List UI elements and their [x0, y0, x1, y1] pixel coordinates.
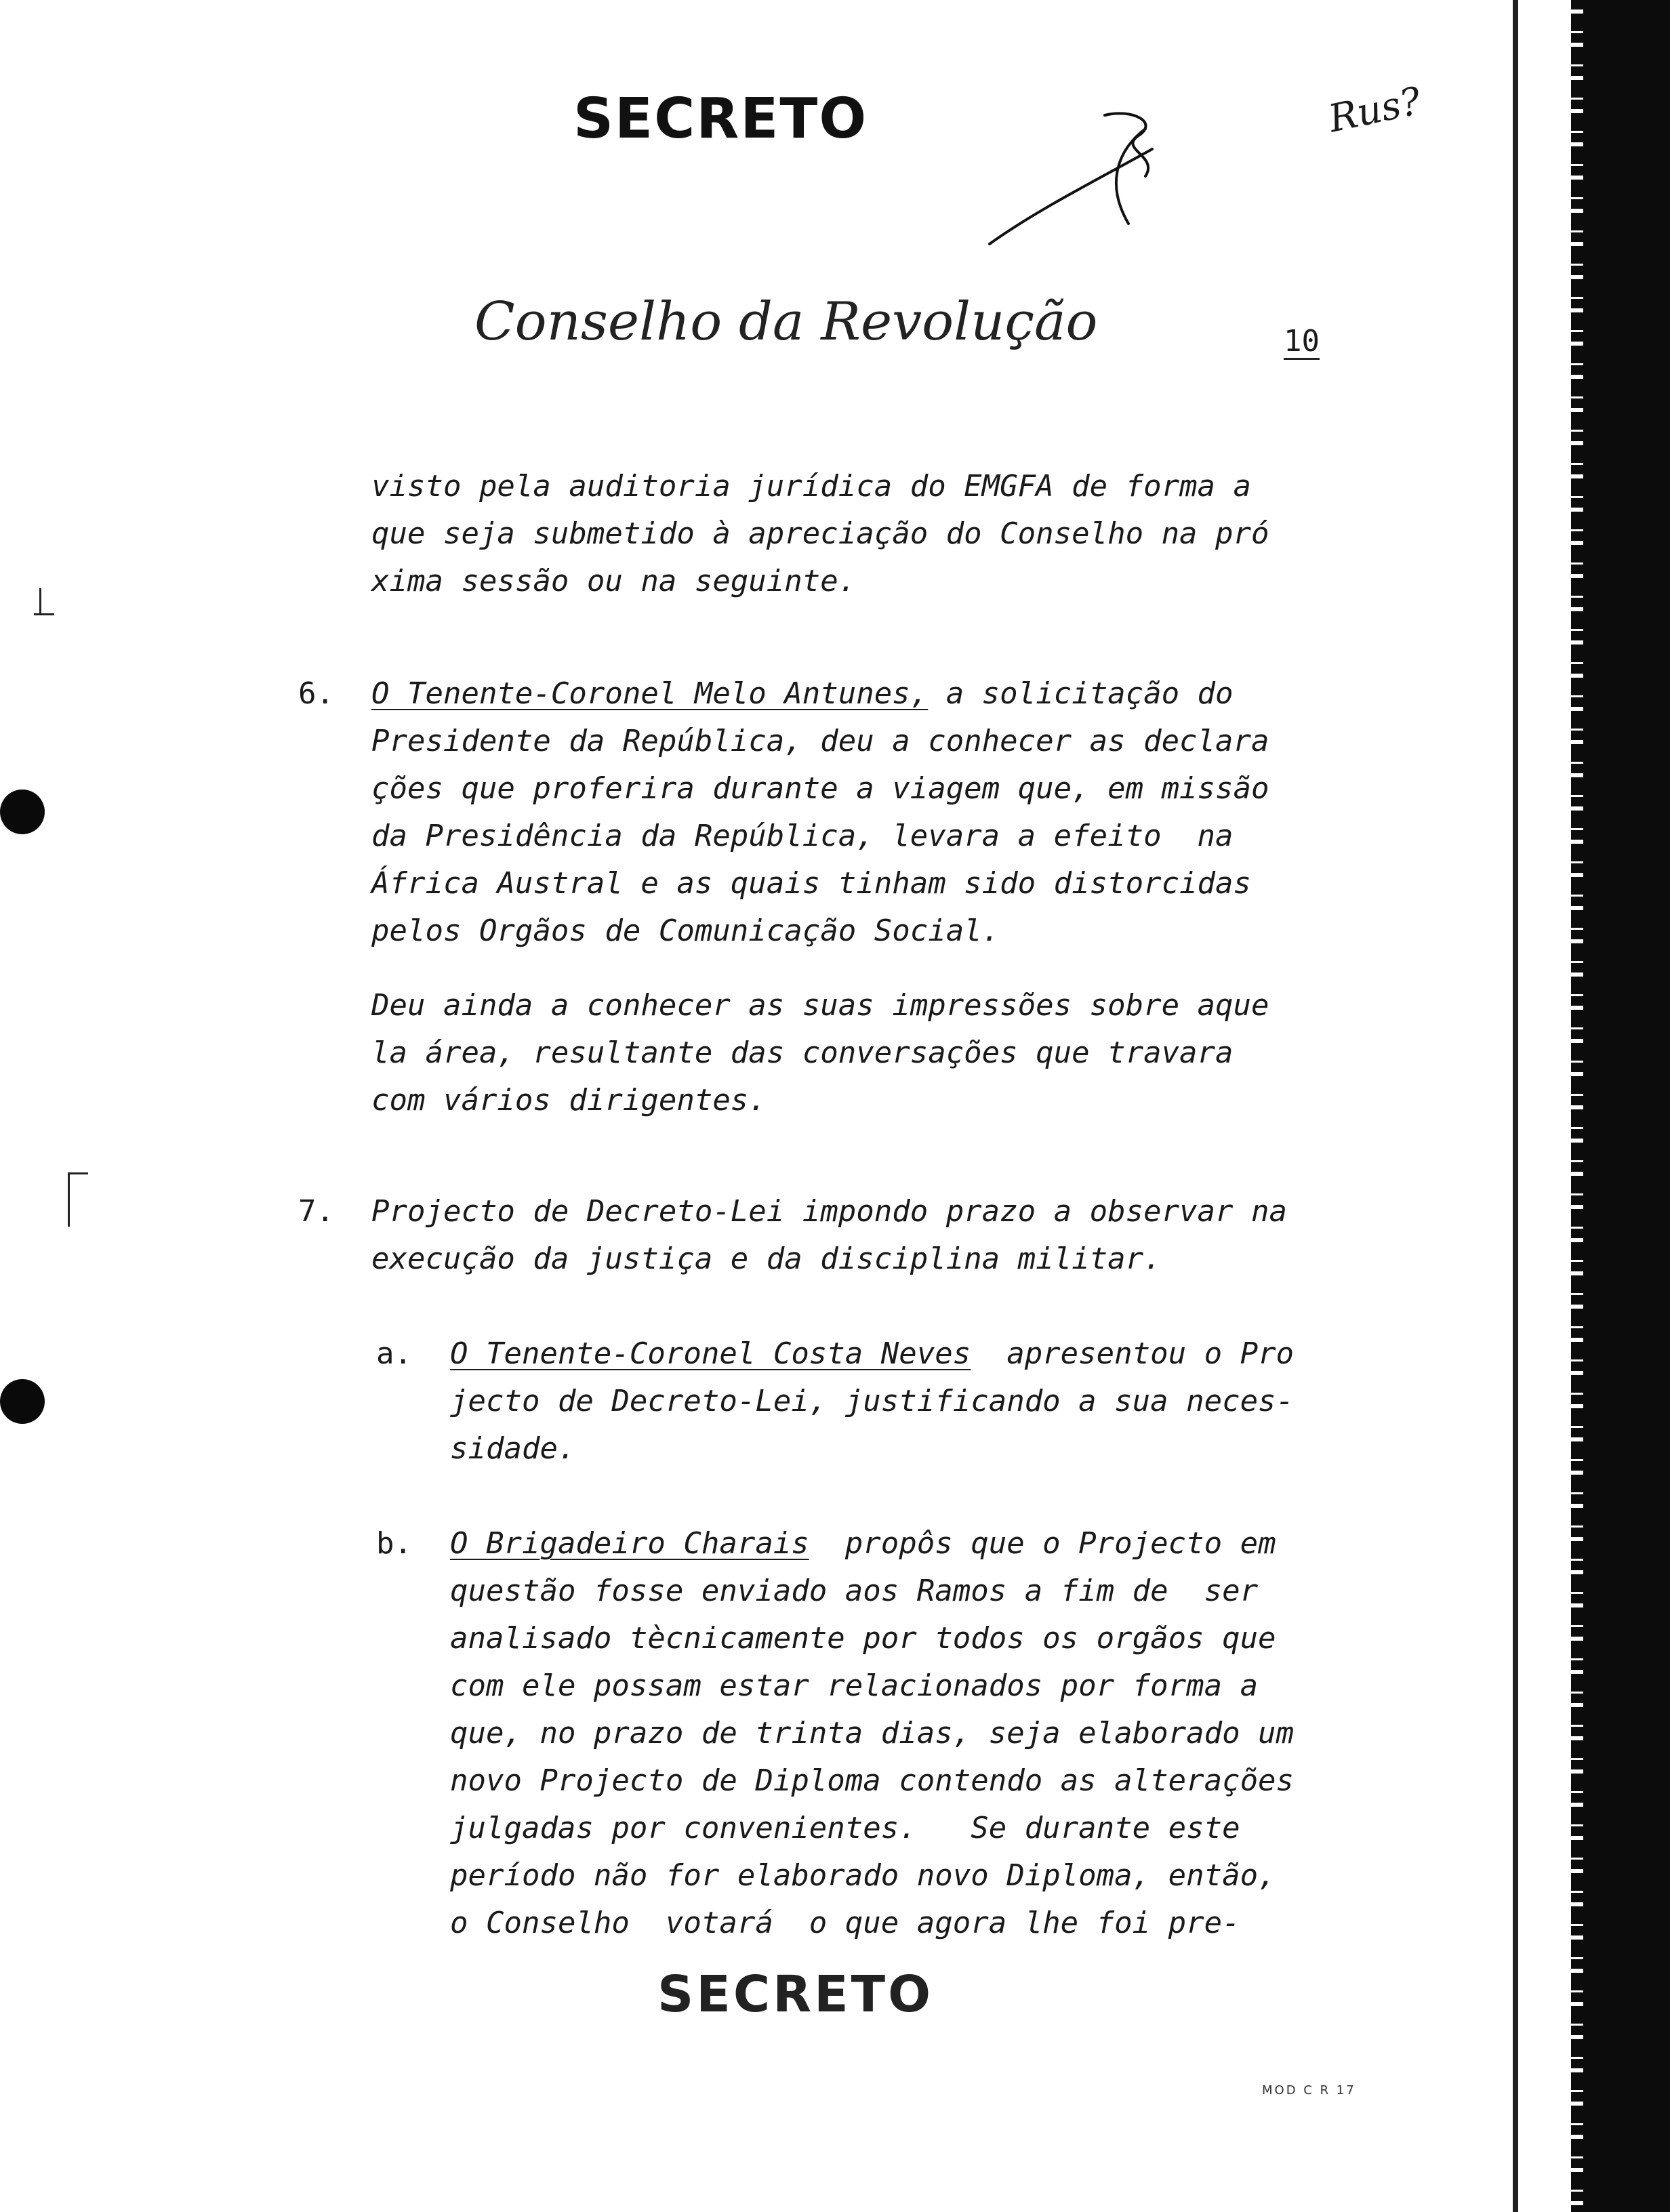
item7a-lead-tail: apresentou o Pro: [971, 1336, 1295, 1371]
text-line: execução da justiça e da disciplina militar.: [371, 1242, 1162, 1276]
text-line: Presidente da República, deu a conhecer as declara: [371, 724, 1269, 758]
text-line: sidade.: [450, 1431, 576, 1466]
text-line: la área, resultante das conversações que travara: [371, 1036, 1234, 1070]
item6-lead: O Tenente-Coronel Melo Antunes,: [371, 676, 929, 711]
text-line: que, no prazo de trinta dias, seja elaborado um: [450, 1716, 1295, 1750]
item7a-lead: O Tenente-Coronel Costa Neves: [450, 1336, 971, 1371]
item7b-first-line: [450, 1526, 1276, 1561]
text-line: Projecto de Decreto-Lei impondo prazo a observar na: [371, 1194, 1288, 1229]
item-number: 7.: [298, 1194, 334, 1229]
scan-edge-black: [1583, 0, 1670, 2212]
text-line: analisado tècnicamente por todos os orgãos que: [450, 1621, 1276, 1656]
letterhead: Conselho da Revolução: [474, 291, 1098, 352]
margin-mark: [39, 588, 41, 615]
margin-mark: [68, 1172, 70, 1227]
item7a-first-line: [450, 1336, 1294, 1371]
text-line: xima sessão ou na seguinte.: [371, 564, 857, 598]
item-number: 6.: [298, 676, 334, 711]
secreto-stamp-top: SECRETO: [573, 87, 868, 151]
form-code: MOD C R 17: [1262, 2083, 1356, 2097]
text-line: da Presidência da República, levara a efeito na: [371, 819, 1234, 853]
punch-hole-bottom: [0, 1379, 45, 1424]
margin-mark: [68, 1172, 88, 1174]
text-line: período não for elaborado novo Diploma, então,: [450, 1858, 1276, 1893]
item6-lead-tail: a solicitação do: [928, 676, 1234, 711]
handwritten-initials: Rus?: [1324, 79, 1425, 142]
item7b-lead-tail: propôs que o Projecto em: [809, 1526, 1276, 1561]
item7b-lead: O Brigadeiro Charais: [450, 1526, 809, 1561]
scan-edge-line: [1513, 0, 1518, 2212]
text-line: o Conselho votará o que agora lhe foi pre-: [450, 1906, 1240, 1940]
punch-hole-top: [0, 790, 45, 834]
text-line: África Austral e as quais tinham sido distorcidas: [371, 866, 1252, 901]
item6-first-line: [371, 676, 1234, 711]
page-number: 10: [1284, 325, 1320, 360]
text-line: visto pela auditoria jurídica do EMGFA de forma a: [371, 469, 1252, 504]
text-line: com ele possam estar relacionados por forma a: [450, 1668, 1259, 1703]
secreto-stamp-bottom: SECRETO: [657, 1965, 934, 2024]
subitem-label: a.: [376, 1336, 412, 1371]
text-line: jecto de Decreto-Lei, justificando a sua neces-: [450, 1384, 1295, 1418]
subitem-label: b.: [376, 1526, 412, 1561]
text-line: novo Projecto de Diploma contendo as alterações: [450, 1763, 1295, 1798]
text-line: questão fosse enviado aos Ramos a fim de ser: [450, 1574, 1259, 1608]
text-line: julgadas por convenientes. Se durante este: [450, 1811, 1240, 1845]
text-line: Deu ainda a conhecer as suas impressões sobre aque: [371, 988, 1269, 1023]
text-line: ções que proferira durante a viagem que, em missão: [371, 771, 1269, 806]
text-line: que seja submetido à apreciação do Conselho na pró: [371, 516, 1269, 551]
text-line: pelos Orgãos de Comunicação Social.: [371, 914, 1000, 948]
signature: [983, 102, 1186, 258]
margin-mark: [34, 613, 54, 615]
text-line: com vários dirigentes.: [371, 1083, 767, 1118]
